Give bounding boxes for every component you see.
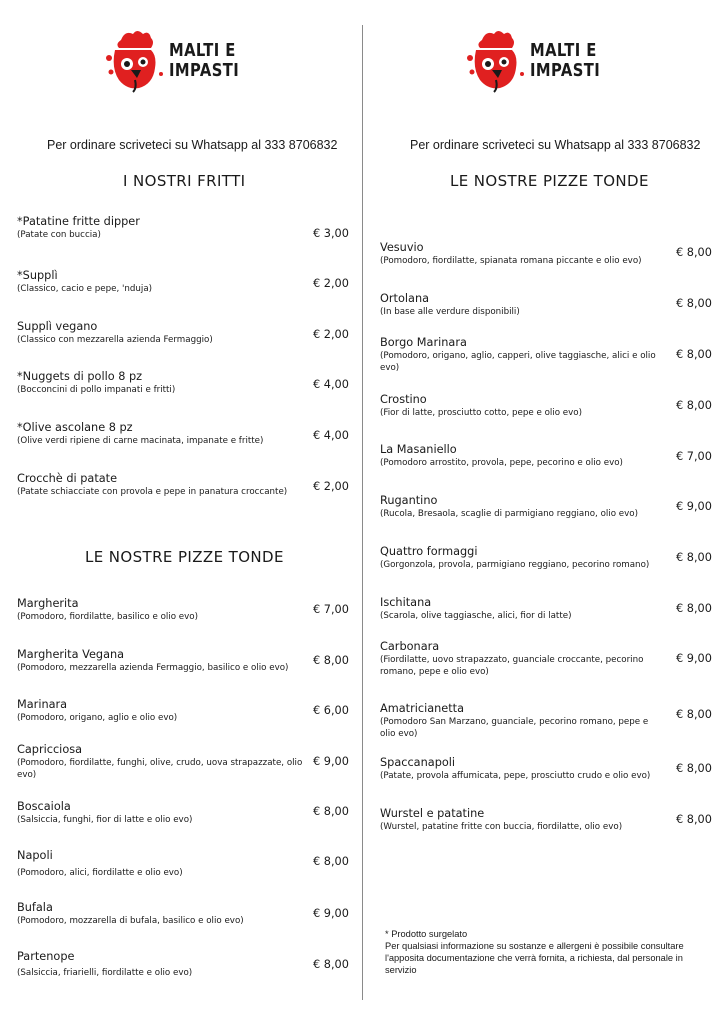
item-description: (Salsiccia, funghi, fior di latte e olio evo) — [17, 815, 193, 825]
item-description: (Pomodoro, origano, aglio, capperi, olive taggiasche, alici e olio evo) — [380, 351, 656, 373]
item-description: (Pomodoro, fiordilatte, funghi, olive, crudo, uova strapazzate, olio evo) — [17, 758, 303, 780]
item-name: Marinara — [17, 698, 68, 711]
item-description: (Patate con buccia) — [17, 230, 101, 240]
item-description: (Patate schiacciate con provola e pepe in panatura croccante) — [17, 487, 288, 497]
brand-name — [169, 41, 239, 81]
item-description: (Pomodoro San Marzano, guanciale, pecorino romano, pepe e olio evo) — [380, 717, 649, 739]
item-price: € 7,00 — [676, 450, 712, 463]
menu-item — [380, 640, 710, 678]
item-name: Quattro formaggi — [380, 545, 478, 558]
item-description: (Pomodoro, mozzarella di bufala, basilico e olio evo) — [17, 916, 244, 926]
item-description: (Pomodoro, mezzarella azienda Fermaggio, basilico e olio evo) — [17, 663, 289, 673]
item-name: Bufala — [17, 901, 53, 914]
menu-item — [17, 800, 362, 827]
item-description: (Pomodoro, origano, aglio e olio evo) — [17, 713, 178, 723]
item-price: € 8,00 — [313, 855, 349, 868]
item-price: € 8,00 — [676, 602, 712, 615]
item-price: € 2,00 — [313, 328, 349, 341]
item-price: € 8,00 — [676, 813, 712, 826]
item-name: Partenope — [17, 950, 75, 963]
menu-item — [17, 849, 362, 880]
menu-item — [380, 545, 710, 572]
menu-item — [17, 648, 362, 675]
menu-item — [380, 292, 710, 319]
order-whatsapp-note: Per ordinare scriveteci su Whatsapp al 333 8706832 — [410, 138, 701, 152]
item-description: (Classico, cacio e pepe, 'nduja) — [17, 284, 153, 294]
item-price: € 6,00 — [313, 704, 349, 717]
section-title-pizze: LE NOSTRE PIZZE TONDE — [85, 548, 284, 566]
item-name: Capricciosa — [17, 743, 83, 756]
item-price: € 8,00 — [313, 958, 349, 971]
item-name: Rugantino — [380, 494, 438, 507]
menu-item — [380, 756, 710, 783]
allergen-note: Per qualsiasi informazione su sostanze e allergeni è possibile consultare l'apposita documentazione che verrà fornita, a richiesta, dal personale in servizio — [385, 941, 684, 975]
menu-item — [17, 215, 362, 242]
item-description: (Pomodoro arrostito, provola, pepe, pecorino e olio evo) — [380, 458, 623, 468]
item-name: Ortolana — [380, 292, 430, 305]
section-title-fritti: I NOSTRI FRITTI — [123, 172, 246, 190]
item-name: Crocchè di patate — [17, 472, 118, 485]
item-name: Borgo Marinara — [380, 336, 467, 349]
item-name: Crostino — [380, 393, 427, 406]
item-name: La Masaniello — [380, 443, 457, 456]
brand-name-line1: MALTI E — [169, 40, 236, 61]
item-name: Boscaiola — [17, 800, 71, 813]
item-price: € 4,00 — [313, 429, 349, 442]
item-name: Margherita Vegana — [17, 648, 125, 661]
item-price: € 2,00 — [313, 277, 349, 290]
brand-logo — [466, 28, 616, 94]
menu-item — [17, 320, 362, 347]
item-name: Wurstel e patatine — [380, 807, 485, 820]
menu-item — [380, 494, 710, 521]
menu-item — [17, 743, 362, 781]
menu-item — [17, 950, 362, 980]
item-description: (Olive verdi ripiene di carne macinata, impanate e fritte) — [17, 436, 264, 446]
menu-item — [17, 698, 362, 725]
item-name: Supplì vegano — [17, 320, 98, 333]
item-price: € 9,00 — [676, 500, 712, 513]
item-name: Napoli — [17, 849, 53, 862]
item-price: € 9,00 — [676, 652, 712, 665]
brand-name-line2: IMPASTI — [169, 60, 240, 81]
item-description: (Rucola, Bresaola, scaglie di parmigiano reggiano, olio evo) — [380, 509, 638, 519]
item-name: *Patatine fritte dipper — [17, 215, 140, 228]
item-price: € 9,00 — [313, 907, 349, 920]
menu-item — [380, 443, 710, 470]
brand-name-line2: IMPASTI — [530, 60, 601, 81]
item-name: Margherita — [17, 597, 79, 610]
item-price: € 2,00 — [313, 480, 349, 493]
item-price: € 8,00 — [313, 654, 349, 667]
item-description: (Classico con mezzarella azienda Fermaggio) — [17, 335, 213, 345]
menu-item — [380, 807, 710, 834]
menu-item — [17, 597, 362, 624]
menu-item — [17, 370, 362, 397]
item-name: *Olive ascolane 8 pz — [17, 421, 133, 434]
item-description: (Wurstel, patatine fritte con buccia, fiordilatte, olio evo) — [380, 822, 623, 832]
section-title-pizze: LE NOSTRE PIZZE TONDE — [450, 172, 649, 190]
item-name: Carbonara — [380, 640, 440, 653]
item-price: € 4,00 — [313, 378, 349, 391]
item-name: Ischitana — [380, 596, 432, 609]
menu-item — [380, 596, 710, 623]
item-price: € 8,00 — [676, 246, 712, 259]
item-description: (Salsiccia, friarielli, fiordilatte e olio evo) — [17, 968, 193, 978]
menu-item — [17, 421, 362, 448]
item-description: (Fiordilatte, uovo strapazzato, guanciale croccante, pecorino romano, pepe e olio evo) — [380, 655, 644, 677]
menu-item — [17, 269, 362, 296]
item-description: (Fior di latte, prosciutto cotto, pepe e olio evo) — [380, 408, 582, 418]
item-description: (Pomodoro, fiordilatte, basilico e olio evo) — [17, 612, 198, 622]
column-divider — [362, 25, 363, 1000]
rooster-logo-icon — [105, 28, 167, 94]
menu-item — [380, 241, 710, 268]
item-price: € 8,00 — [676, 708, 712, 721]
item-description: (Gorgonzola, provola, parmigiano reggiano, pecorino romano) — [380, 560, 650, 570]
rooster-logo-icon — [466, 28, 528, 94]
item-price: € 8,00 — [676, 297, 712, 310]
item-description: (Bocconcini di pollo impanati e fritti) — [17, 385, 176, 395]
item-price: € 7,00 — [313, 603, 349, 616]
menu-item — [380, 702, 710, 740]
menu-item — [17, 472, 362, 499]
item-description: (Patate, provola affumicata, pepe, prosciutto crudo e olio evo) — [380, 771, 651, 781]
order-whatsapp-note: Per ordinare scriveteci su Whatsapp al 333 8706832 — [47, 138, 338, 152]
item-description: (Scarola, olive taggiasche, alici, fior di latte) — [380, 611, 572, 621]
menu-item — [17, 901, 362, 928]
item-description: (Pomodoro, alici, fiordilatte e olio evo) — [17, 868, 183, 878]
item-price: € 8,00 — [676, 551, 712, 564]
item-price: € 8,00 — [676, 348, 712, 361]
item-price: € 8,00 — [313, 805, 349, 818]
item-description: (Pomodoro, fiordilatte, spianata romana piccante e olio evo) — [380, 256, 642, 266]
item-name: Amatricianetta — [380, 702, 465, 715]
menu-item — [380, 336, 710, 374]
item-price: € 9,00 — [313, 755, 349, 768]
item-price: € 8,00 — [676, 399, 712, 412]
item-name: *Supplì — [17, 269, 58, 282]
brand-logo — [105, 28, 255, 94]
item-price: € 3,00 — [313, 227, 349, 240]
item-name: Vesuvio — [380, 241, 424, 254]
item-price: € 8,00 — [676, 762, 712, 775]
brand-name — [530, 41, 600, 81]
frozen-product-note: * Prodotto surgelato — [385, 929, 468, 939]
item-name: Spaccanapoli — [380, 756, 456, 769]
footnote — [385, 928, 705, 976]
item-description: (In base alle verdure disponibili) — [380, 307, 520, 317]
menu-item — [380, 393, 710, 420]
item-name: *Nuggets di pollo 8 pz — [17, 370, 143, 383]
brand-name-line1: MALTI E — [530, 40, 597, 61]
